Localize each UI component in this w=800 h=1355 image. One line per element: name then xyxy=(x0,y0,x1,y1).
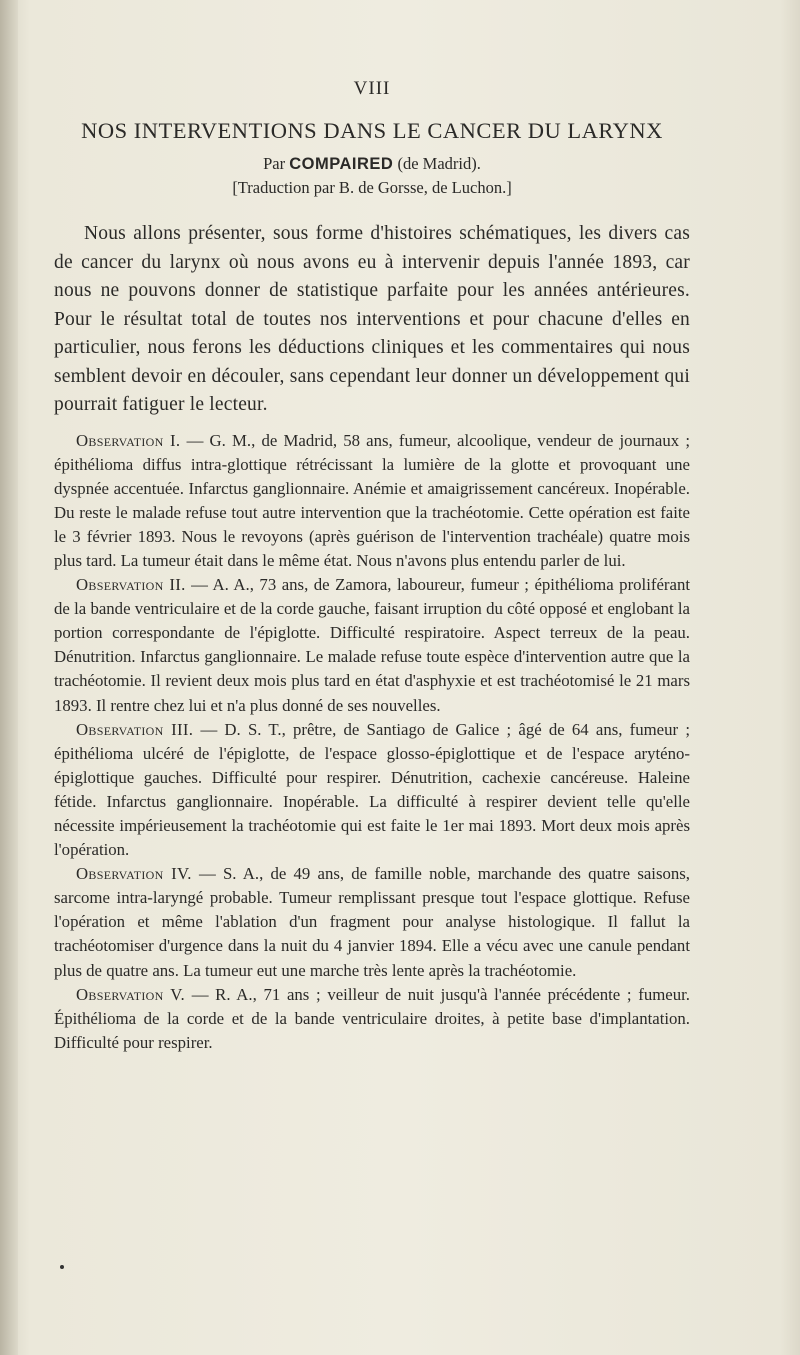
article-title: NOS INTERVENTIONS DANS LE CANCER DU LARYNX xyxy=(81,118,663,143)
observation-label: Observation I. xyxy=(76,430,181,450)
observation-text: — D. S. T., prêtre, de Santiago de Galice ; âgé de 64 ans, fumeur ; épithélioma ulcéré de l'épiglotte, de l'espace glosso-épiglottique et de l'espace aryténo-épiglottique gauches. Difficulté pour respirer. Dénutrition, cachexie cancéreuse. Haleine fétide. Infarctus ganglionnaire. Inopérable. La difficulté à respirer devient telle qu'elle nécessite impérieusement la trachéotomie qui est faite le 1er mai 1893. Mort deux mois après l'opération. xyxy=(54,719,690,860)
page-content xyxy=(54,78,690,1055)
observation-paragraph xyxy=(54,429,690,574)
observation-label: Observation V. xyxy=(76,984,186,1004)
observation-label: Observation II. xyxy=(76,575,186,595)
byline xyxy=(54,154,690,174)
observation-paragraph xyxy=(54,718,690,863)
byline-prefix: Par xyxy=(263,154,290,173)
book-spine-shadow xyxy=(0,0,18,1355)
observation-text: — G. M., de Madrid, 58 ans, fumeur, alcoolique, vendeur de journaux ; épithélioma diffus intra-glottique rétrécissant la lumière de la glotte et provoquant une dyspnée accentuée. Infarctus ganglionnaire. Anémie et amaigrissement cancéreux. Inopérable. Du reste le malade refuse tout autre intervention que la trachéotomie. Cette opération est faite le 3 février 1893. Nous le revoyons (après guérison de l'intervention trachéale) quatre mois plus tard. La tumeur était dans le même état. Nous n'avons plus entendu parler de lui. xyxy=(54,430,690,570)
observation-text: — S. A., de 49 ans, de famille noble, marchande des quatre saisons, sarcome intra-laryngé probable. Tumeur remplissant presque tout l'espace glottique. Refuse l'opération et même l'ablation d'un fragment pour analyse histologique. Il fallut la trachéotomiser d'urgence dans la nuit du 4 janvier 1894. Elle a vécu avec une canule pendant plus de quatre ans. La tumeur eut une marche très lente après la trachéotomie. xyxy=(54,864,690,980)
byline-suffix: (de Madrid). xyxy=(393,154,481,173)
observation-text: — R. A., 71 ans ; veilleur de nuit jusqu'à l'année précédente ; fumeur. Épithélioma de la corde et de la bande ventriculaire droites, à petite base d'implantation. Difficulté pour respirer. xyxy=(54,984,690,1052)
author-name: COMPAIRED xyxy=(289,155,394,173)
observation-paragraph xyxy=(54,573,690,718)
observation-label: Observation III. xyxy=(76,719,194,739)
translation-credit: [Traduction par B. de Gorsse, de Luchon.] xyxy=(232,178,512,197)
observation-text: — A. A., 73 ans, de Zamora, laboureur, fumeur ; épithélioma proliférant de la bande ventriculaire et de la corde gauche, faisant irruption du côté opposé et englobant la portion correspondante de l'épiglotte. Difficulté respiratoire. Aspect terreux de la peau. Dénutrition. Infarctus ganglionnaire. Le malade refuse toute espèce d'intervention autre que la trachéotomie. Il revient deux mois plus tard en état d'asphyxie et est trachéotomisé le 21 mars 1893. Il rentre chez lui et n'a plus donné de ses nouvelles. xyxy=(54,575,691,715)
paper-speck xyxy=(60,1265,64,1269)
observation-label: Observation IV. xyxy=(76,864,192,884)
observation-paragraph xyxy=(54,862,690,982)
chapter-number: VIII xyxy=(353,78,391,99)
observation-paragraph xyxy=(54,983,690,1055)
intro-paragraph: Nous allons présenter, sous forme d'histoires schématiques, les divers cas de cancer du larynx où nous avons eu à intervenir depuis l'année 1893, car nous ne pouvons donner de statistique parfaite pour les années antérieures. Pour le résultat total de toutes nos interventions et pour chacune d'elles en particulier, nous ferons les déductions cliniques et les commentaires qui nous semblent devoir en découler, sans cependant leur donner un développement qui pourrait fatiguer le lecteur. xyxy=(54,223,690,415)
